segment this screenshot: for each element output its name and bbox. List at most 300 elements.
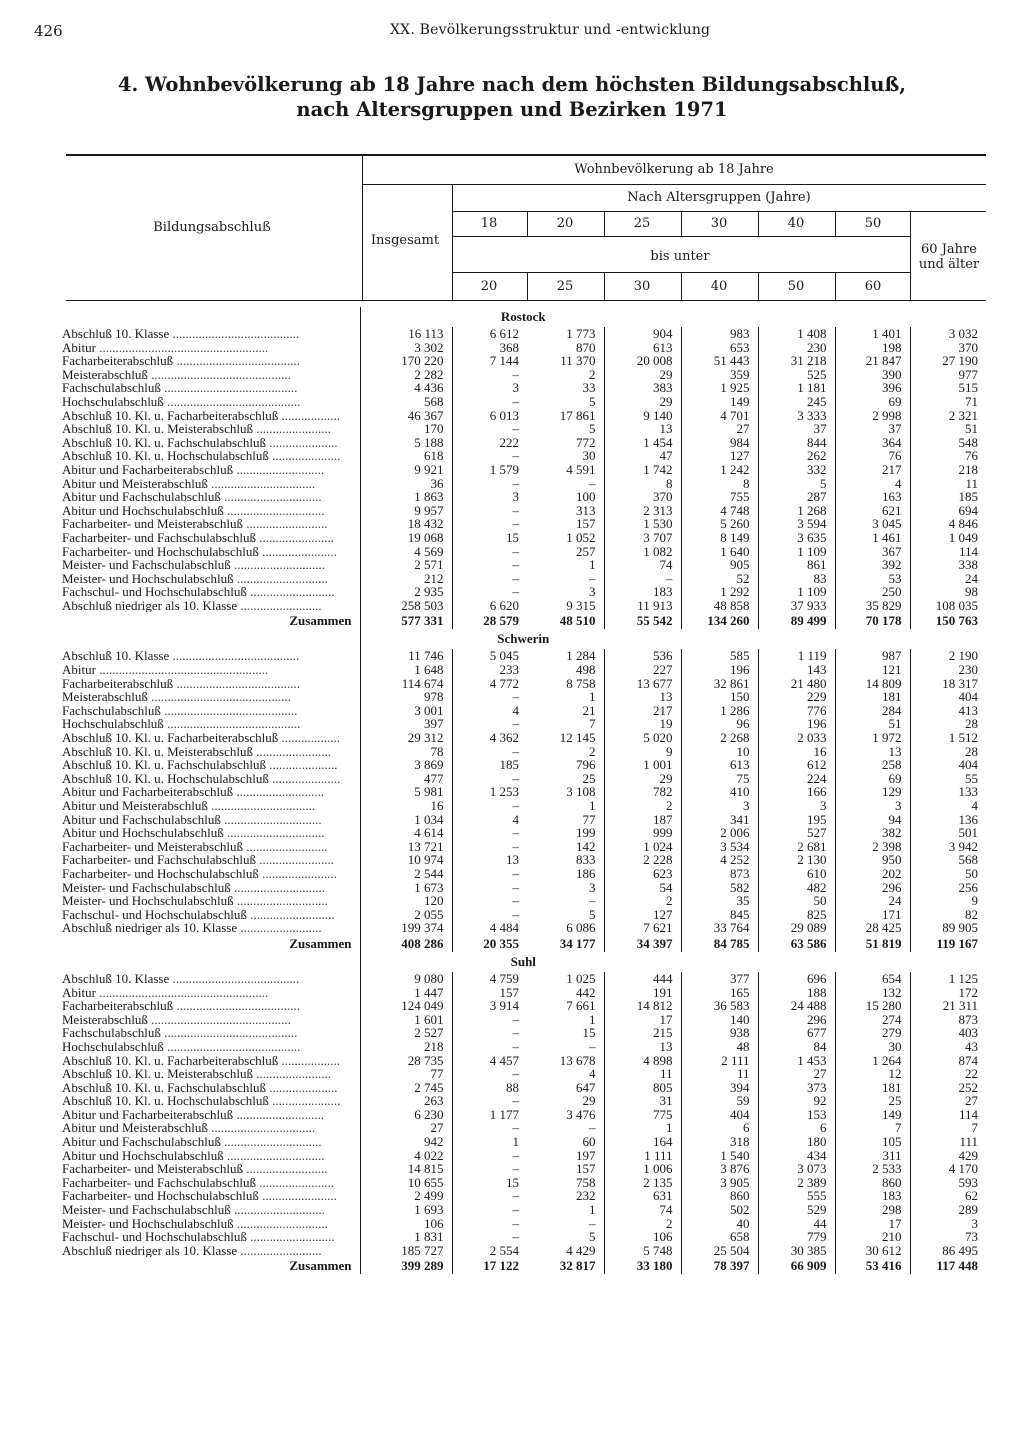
table-cell: 10 655 — [360, 1176, 452, 1190]
table-cell: 4 022 — [360, 1149, 452, 1163]
row-label — [60, 1108, 360, 1122]
row-label — [60, 1013, 360, 1027]
leader-dots: .............................. — [223, 503, 325, 518]
table-row — [60, 422, 986, 436]
table-cell: 392 — [835, 558, 910, 572]
table-cell: 1 052 — [566, 530, 596, 545]
table-cell: 3 045 — [835, 517, 910, 531]
table-cell: 2 — [604, 894, 681, 908]
leader-dots: ......................................... — [160, 1026, 298, 1040]
total-cell: 53 416 — [835, 1257, 910, 1274]
table-cell: 11 — [910, 477, 986, 491]
table-cell: 610 — [758, 867, 835, 881]
table-cell: 647 — [576, 1080, 596, 1095]
table-cell: 367 — [835, 545, 910, 559]
table-cell: 111 — [910, 1135, 986, 1149]
leader-dots: ........................... — [233, 462, 325, 477]
table-cell: 938 — [681, 1026, 758, 1040]
table-cell: 78 — [360, 745, 452, 759]
table-cell: 9 315 — [566, 598, 596, 613]
table-cell: 165 — [681, 986, 758, 1000]
table-cell: 772 — [576, 435, 596, 450]
leader-dots: ....................... — [255, 853, 334, 867]
header-vrule-b5 — [835, 273, 836, 300]
row-label-text: Fachschulabschluß — [62, 703, 161, 718]
table-cell: 27 — [910, 1094, 986, 1108]
table-cell: – — [452, 745, 527, 759]
table-row — [60, 1094, 986, 1108]
table-row — [60, 558, 986, 572]
leader-dots: ......................... — [242, 839, 328, 854]
table-cell: 1 — [589, 1203, 596, 1217]
leader-dots: ....................... — [253, 744, 332, 759]
header-to-50: 50 — [787, 279, 805, 294]
table-cell: 2 998 — [835, 409, 910, 423]
table-cell: 11 746 — [360, 649, 452, 663]
table-row — [60, 381, 986, 395]
table-cell: 149 — [681, 395, 758, 409]
table-cell: 904 — [604, 327, 681, 341]
table-cell: 48 858 — [681, 599, 758, 613]
table-cell: 2 533 — [835, 1162, 910, 1176]
row-label — [60, 1081, 360, 1095]
row-label-text: Abschluß 10. Kl. u. Hochschulabschluß — [62, 1094, 269, 1108]
row-label — [60, 504, 360, 518]
table-cell: 434 — [758, 1149, 835, 1163]
table-cell: 136 — [910, 813, 986, 827]
table-cell: 4 846 — [910, 517, 986, 531]
table-cell: 613 — [604, 341, 681, 355]
table-cell: 199 — [576, 826, 596, 840]
table-cell: 623 — [604, 867, 681, 881]
table-cell: 9 080 — [360, 972, 452, 986]
table-row — [60, 704, 986, 718]
table-cell: – — [452, 908, 527, 922]
table-cell: 4 252 — [681, 853, 758, 867]
row-label-text: Facharbeiter- und Meisterabschluß — [62, 839, 243, 854]
total-label: Zusammen — [289, 613, 352, 629]
row-label — [60, 1189, 360, 1203]
table-cell: 29 — [582, 1094, 596, 1108]
table-cell: 2 268 — [681, 731, 758, 745]
table-cell: 76 — [910, 449, 986, 463]
table-cell: – — [589, 476, 596, 491]
table-cell: 844 — [758, 436, 835, 450]
table-cell: 5 — [758, 477, 835, 491]
row-label — [60, 327, 360, 341]
table-cell: 833 — [576, 853, 596, 867]
row-label-text: Facharbeiter- und Fachschulabschluß — [62, 853, 256, 867]
leader-dots: ......................... — [237, 598, 322, 613]
table-cell: 501 — [910, 826, 986, 840]
table-row — [60, 395, 986, 409]
total-cell: 408 286 — [360, 935, 452, 952]
table-cell: 582 — [681, 881, 758, 895]
table-cell: 1 693 — [360, 1203, 452, 1217]
table-cell: 442 — [576, 985, 596, 1000]
table-row — [60, 894, 986, 908]
table-cell: 129 — [835, 785, 910, 799]
table-cell: 9 140 — [604, 409, 681, 423]
table-cell: 860 — [835, 1176, 910, 1190]
row-label — [60, 1026, 360, 1040]
table-cell: 55 — [910, 772, 986, 786]
table-cell: 13 678 — [559, 1053, 596, 1068]
row-label — [60, 731, 360, 745]
table-cell: – — [452, 477, 527, 491]
table-cell: 1 109 — [758, 585, 835, 599]
table-cell: 140 — [681, 1013, 758, 1027]
row-label-text: Facharbeiter- und Meisterabschluß — [62, 517, 243, 531]
row-label-text: Meister- und Fachschulabschluß — [62, 880, 231, 895]
table-cell: 529 — [758, 1203, 835, 1217]
header-rule-from — [452, 236, 910, 237]
leader-dots: ............................ — [230, 880, 325, 895]
table-cell: – — [452, 585, 527, 599]
row-label-text: Abitur und Meisterabschluß — [62, 476, 208, 491]
row-label-text: Meister- und Fachschulabschluß — [62, 1203, 231, 1217]
table-cell: 612 — [758, 758, 835, 772]
table-row — [60, 1230, 986, 1244]
table-cell: 252 — [910, 1081, 986, 1095]
total-cell: 399 289 — [360, 1257, 452, 1274]
row-label-text: Abitur und Fachschulabschluß — [62, 1135, 221, 1149]
row-label-text: Fachschulabschluß — [62, 1026, 161, 1040]
table-cell: 284 — [835, 704, 910, 718]
table-cell: 73 — [910, 1230, 986, 1244]
table-cell: 69 — [835, 772, 910, 786]
total-cell: 48 510 — [559, 613, 596, 629]
table-cell: 262 — [758, 449, 835, 463]
leader-dots: ......................................... — [163, 717, 301, 732]
table-cell: 1 006 — [604, 1162, 681, 1176]
table-cell: 776 — [758, 704, 835, 718]
table-cell: 11 913 — [604, 599, 681, 613]
row-label-text: Meister- und Fachschulabschluß — [62, 558, 231, 572]
leader-dots: ........................... — [233, 1107, 325, 1122]
table-cell: 181 — [835, 690, 910, 704]
table-cell: 54 — [604, 881, 681, 895]
row-label-text: Abschluß 10. Klasse — [62, 649, 170, 664]
table-row — [60, 1203, 986, 1217]
section-heading-row — [60, 952, 986, 972]
table-cell: 181 — [835, 1081, 910, 1095]
row-label — [60, 1162, 360, 1176]
table-cell: 3 073 — [758, 1162, 835, 1176]
table-cell: 12 145 — [559, 731, 596, 745]
table-cell: 1 181 — [758, 381, 835, 395]
table-cell: 30 — [835, 1040, 910, 1054]
header-vrule-60 — [910, 212, 911, 300]
table-cell: 191 — [604, 986, 681, 1000]
table-cell: 1 286 — [681, 704, 758, 718]
table-cell: 210 — [835, 1230, 910, 1244]
table-cell: 1 648 — [360, 663, 452, 677]
table-row — [60, 1067, 986, 1081]
leader-dots: ............................ — [233, 571, 328, 586]
table-cell: 978 — [360, 690, 452, 704]
total-row — [60, 935, 986, 952]
table-cell: 654 — [835, 972, 910, 986]
table-cell: 6 — [681, 1121, 758, 1135]
table-cell: 29 089 — [758, 921, 835, 935]
header-rule-agegroups — [452, 211, 986, 212]
total-row — [60, 1257, 986, 1274]
row-label — [60, 517, 360, 531]
table-cell: 555 — [758, 1189, 835, 1203]
table-cell: 287 — [758, 490, 835, 504]
total-cell: 66 909 — [758, 1257, 835, 1274]
row-label-text: Meisterabschluß — [62, 690, 148, 704]
table-cell: 4 429 — [566, 1243, 596, 1258]
row-label-text: Abschluß 10. Klasse — [62, 327, 170, 341]
table-cell: 232 — [576, 1189, 596, 1204]
table-cell: 2 389 — [758, 1176, 835, 1190]
row-label — [60, 758, 360, 772]
table-cell: 1 540 — [681, 1149, 758, 1163]
row-label-text: Abschluß 10. Kl. u. Facharbeiterabschluß — [62, 731, 279, 745]
table-cell: 98 — [910, 585, 986, 599]
row-label — [60, 867, 360, 881]
row-label — [60, 477, 360, 491]
row-label — [60, 1244, 360, 1258]
table-cell: 96 — [681, 717, 758, 731]
table-cell: 631 — [604, 1189, 681, 1203]
table-cell: 2 135 — [604, 1176, 681, 1190]
table-cell: 120 — [360, 894, 452, 908]
table-row — [60, 477, 986, 491]
table-cell: 498 — [576, 663, 596, 677]
row-label-text: Meisterabschluß — [62, 1012, 148, 1027]
table-cell: 338 — [910, 558, 986, 572]
total-cell: 117 448 — [910, 1257, 986, 1274]
row-label — [60, 894, 360, 908]
row-label-text: Abschluß 10. Kl. u. Meisterabschluß — [62, 1067, 254, 1081]
table-cell: 2 — [589, 744, 596, 759]
section-heading-row — [60, 629, 986, 649]
row-label-text: Abitur und Fachschulabschluß — [62, 490, 221, 504]
table-row — [60, 354, 986, 368]
row-label-text: Facharbeiter- und Fachschulabschluß — [62, 530, 256, 545]
table-cell: 6 086 — [566, 921, 596, 935]
table-cell: 13 — [604, 1040, 681, 1054]
table-cell: 30 — [582, 449, 596, 463]
table-cell: 1 863 — [360, 490, 452, 504]
table-row — [60, 840, 986, 854]
table-cell: 390 — [835, 368, 910, 382]
table-cell: 298 — [835, 1203, 910, 1217]
table-cell: 3 — [452, 490, 527, 504]
table-cell: 2 282 — [360, 368, 452, 382]
table-row — [60, 731, 986, 745]
table-cell: 383 — [604, 381, 681, 395]
table-cell: 217 — [604, 704, 681, 718]
row-label — [60, 1217, 360, 1231]
total-cell: 150 763 — [910, 612, 986, 629]
table-cell: 50 — [758, 894, 835, 908]
table-cell: 13 — [604, 422, 681, 436]
table-cell: 1 — [452, 1135, 527, 1149]
table-cell: 4 772 — [452, 677, 527, 691]
header-vrule-total — [452, 185, 453, 300]
table-cell: – — [452, 772, 527, 786]
row-label — [60, 545, 360, 559]
table-cell: 185 — [452, 758, 527, 772]
leader-dots: ..................... — [268, 1094, 341, 1108]
table-cell: 21 480 — [758, 677, 835, 691]
leader-dots: ..................... — [266, 1080, 338, 1095]
table-cell: 100 — [576, 490, 596, 504]
table-cell: 19 068 — [360, 531, 452, 545]
table-cell: 13 — [835, 745, 910, 759]
total-cell: 34 177 — [559, 935, 596, 951]
table-cell: 2 — [589, 367, 596, 382]
table-cell: 3 905 — [681, 1176, 758, 1190]
table-cell: 32 861 — [681, 677, 758, 691]
header-from-50: 50 — [864, 216, 882, 231]
table-cell: 1 264 — [835, 1054, 910, 1068]
table-row — [60, 572, 986, 586]
table-cell: – — [452, 799, 527, 813]
total-cell: 55 542 — [604, 612, 681, 629]
row-label — [60, 813, 360, 827]
table-cell: 1 242 — [681, 463, 758, 477]
row-label-text: Meisterabschluß — [62, 367, 148, 382]
table-cell: 50 — [910, 867, 986, 881]
table-cell: – — [452, 717, 527, 731]
table-cell: 89 905 — [910, 921, 986, 935]
total-cell: 34 397 — [604, 935, 681, 952]
row-label — [60, 663, 360, 677]
table-cell: 9 — [604, 745, 681, 759]
table-cell: 1 253 — [452, 785, 527, 799]
table-cell: 444 — [604, 972, 681, 986]
table-cell: 861 — [758, 558, 835, 572]
header-rule-population — [362, 184, 986, 185]
header-age-groups: Nach Altersgruppen (Jahre) — [627, 190, 811, 205]
leader-dots: ...................................... — [173, 354, 300, 368]
table-cell: 17 — [835, 1217, 910, 1231]
table-cell: 613 — [681, 758, 758, 772]
table-cell: 15 — [582, 1026, 596, 1040]
leader-dots: .............................. — [220, 812, 322, 827]
table-cell: 127 — [681, 449, 758, 463]
header-population: Wohnbevölkerung ab 18 Jahre — [574, 162, 774, 177]
table-cell: 17 861 — [559, 408, 596, 423]
table-cell: 5 981 — [360, 785, 452, 799]
table-cell: 83 — [758, 572, 835, 586]
table-cell: 82 — [910, 908, 986, 922]
table-cell: 11 — [681, 1067, 758, 1081]
table-cell: 245 — [758, 395, 835, 409]
table-cell: 1 601 — [360, 1013, 452, 1027]
total-cell: 51 819 — [835, 935, 910, 952]
leader-dots: ..................... — [266, 758, 338, 772]
table-cell: 6 013 — [452, 409, 527, 423]
leader-dots: ...................................... — [173, 999, 300, 1013]
table-cell: 24 488 — [758, 999, 835, 1013]
table-cell: 30 385 — [758, 1244, 835, 1258]
table-row — [60, 1026, 986, 1040]
table-cell: 59 — [681, 1094, 758, 1108]
table-cell: 196 — [758, 717, 835, 731]
header-60-plus-line1: 60 Jahre — [921, 242, 977, 257]
table-cell: 170 220 — [360, 354, 452, 368]
table-cell: 396 — [835, 381, 910, 395]
table-cell: 2 111 — [681, 1054, 758, 1068]
table-cell: 1 — [589, 558, 596, 572]
table-cell: 4 — [910, 799, 986, 813]
table-cell: 548 — [910, 436, 986, 450]
table-cell: – — [452, 572, 527, 586]
total-cell: 17 122 — [452, 1257, 527, 1274]
row-label-text: Abitur und Meisterabschluß — [62, 799, 208, 813]
table-cell: 3 — [835, 799, 910, 813]
table-cell: 8 758 — [566, 676, 596, 691]
leader-dots: ......................................... — [160, 381, 298, 395]
table-cell: 477 — [360, 772, 452, 786]
row-label — [60, 1203, 360, 1217]
table-cell: 289 — [910, 1203, 986, 1217]
row-label-text: Abschluß niedriger als 10. Klasse — [62, 598, 238, 613]
row-label-text: Abitur und Meisterabschluß — [62, 1121, 208, 1136]
table-cell: 1 512 — [910, 731, 986, 745]
leader-dots: ................................ — [207, 476, 316, 491]
table-cell: 74 — [604, 558, 681, 572]
table-cell: 172 — [910, 986, 986, 1000]
table-cell: 410 — [681, 785, 758, 799]
row-label-text: Facharbeiter- und Hochschulabschluß — [62, 1189, 259, 1204]
table-cell: 13 — [452, 853, 527, 867]
table-cell: 18 317 — [910, 677, 986, 691]
table-cell: 195 — [758, 813, 835, 827]
table-cell: 108 035 — [910, 599, 986, 613]
leader-dots: ............................ — [230, 1203, 325, 1217]
table-cell: 1 001 — [604, 758, 681, 772]
header-vrule-stub — [362, 156, 363, 300]
table-row — [60, 1189, 986, 1203]
table-cell: 502 — [681, 1203, 758, 1217]
row-label — [60, 572, 360, 586]
row-label — [60, 1230, 360, 1244]
table-cell: 984 — [681, 436, 758, 450]
table-cell: 16 — [758, 745, 835, 759]
row-label — [60, 690, 360, 704]
row-label-text: Fachschul- und Hochschulabschluß — [62, 1230, 247, 1244]
table-row — [60, 504, 986, 518]
table-cell: 8 — [604, 477, 681, 491]
table-cell: 258 503 — [360, 599, 452, 613]
table-cell: 5 — [589, 422, 596, 436]
table-cell: – — [452, 1094, 527, 1108]
row-label-text: Abitur und Fachschulabschluß — [62, 812, 221, 827]
header-to-30: 30 — [633, 279, 651, 294]
table-cell: 143 — [758, 663, 835, 677]
table-row — [60, 813, 986, 827]
leader-dots: ........................................... — [147, 690, 291, 704]
table-cell: 874 — [910, 1054, 986, 1068]
row-label — [60, 704, 360, 718]
leader-dots: ....................... — [253, 1067, 332, 1081]
table-cell: 370 — [604, 490, 681, 504]
table-cell: 46 367 — [360, 409, 452, 423]
table-cell: 76 — [835, 449, 910, 463]
header-total: Insgesamt — [370, 233, 440, 248]
leader-dots: ....................................... — [169, 971, 300, 986]
leader-dots: .............................. — [223, 1148, 325, 1163]
leader-dots: .................. — [278, 408, 341, 423]
table-cell: 1 — [604, 1121, 681, 1135]
